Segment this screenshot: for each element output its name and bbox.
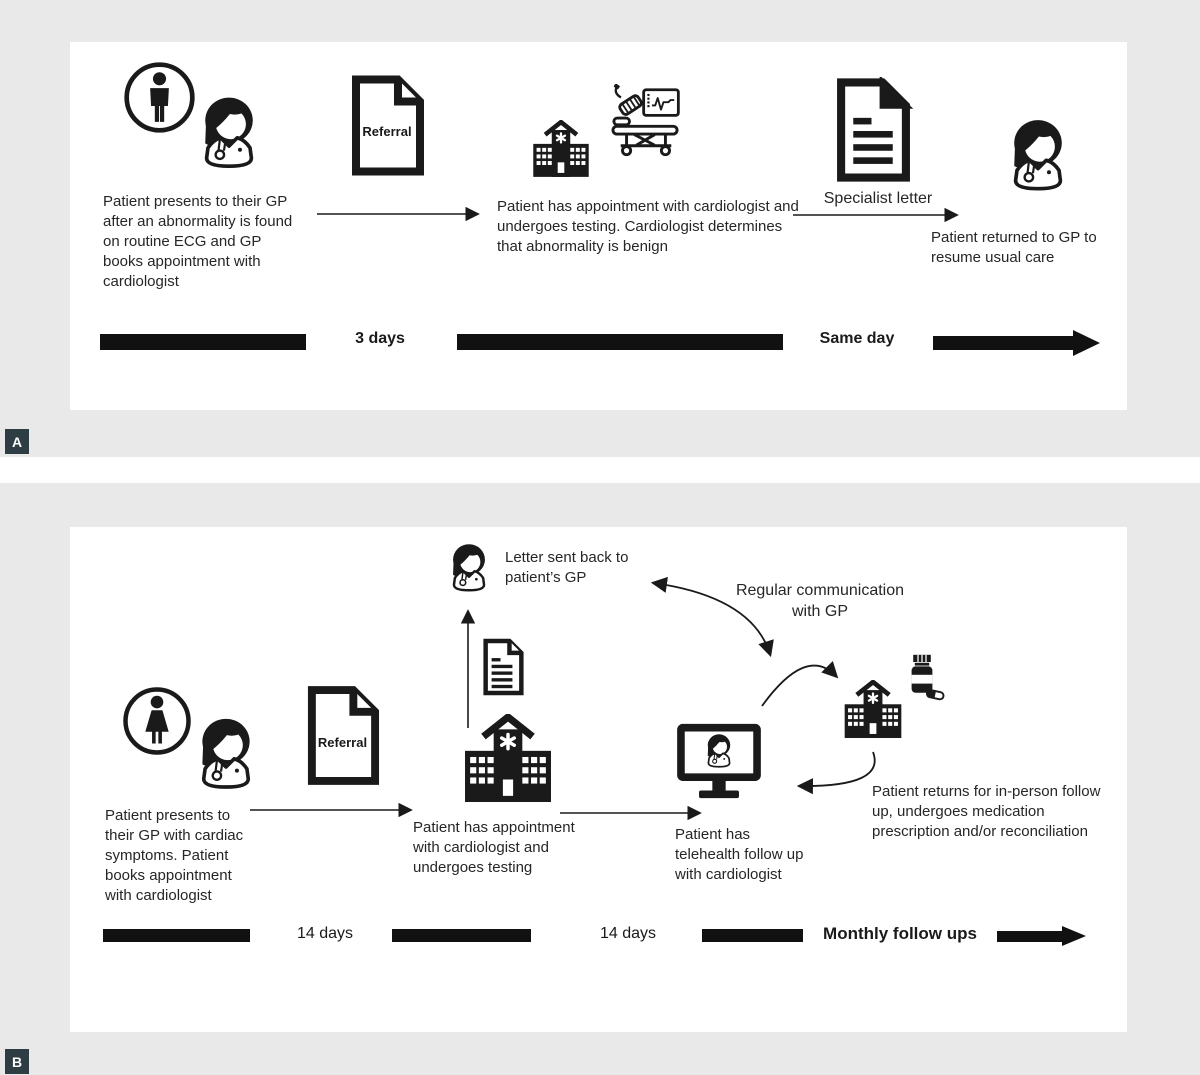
specialist-letter-arrow-label: Specialist letter [823,190,933,207]
specialist-letter-icon [832,77,913,183]
panel-a-step2-text: Patient has appointment with cardiologist and undergoes testing. Cardiologist determines that abnormality is benign [497,198,799,255]
duration-label: 14 days [296,925,354,942]
timeline-arrow-shaft [933,336,1073,350]
doctor-icon [1006,118,1070,199]
referral-document-label: Referral [362,124,412,139]
duration-label: 3 days [355,330,405,347]
panel-a-step3-text: Patient returned to GP to resume usual care [931,229,1097,266]
timeline-bar [103,929,250,942]
ultrasound-probe-icon [612,84,646,118]
panel-b-step4-text: Patient returns for in-person follow up, undergoes medication prescription and/or reconciliation [872,783,1101,840]
referral-document-label: Referral [317,735,368,750]
duration-label: 14 days [599,925,657,942]
telehealth-monitor-icon [675,722,763,800]
stretcher-icon [611,116,681,157]
timeline-arrowhead [1062,926,1086,946]
regular-communication-label: Regular communication with GP [735,582,905,621]
hospital-icon [456,714,560,802]
hospital-icon [528,120,594,177]
timeline-bar [457,334,783,350]
timeline-bar [392,929,531,942]
patient-male-circle-icon [122,60,197,135]
duration-label: Monthly follow ups [823,924,977,943]
panel-b-label: B [5,1049,29,1074]
letter-sent-back-text: Letter sent back to patient’s GP [505,549,629,586]
panel-b-step2-text: Patient has appointment with cardiologist and undergoes testing [413,819,575,876]
panel-a-label: A [5,429,29,454]
panel-a-step1-text: Patient presents to their GP after an abnormality is found on routine ECG and GP books appointment with cardiologist [103,193,293,290]
timeline-arrowhead [1073,330,1100,356]
page-separator-band [0,457,1200,483]
timeline-arrow-shaft [997,931,1062,942]
pill-bottle-icon [906,652,946,704]
doctor-head-icon [446,543,492,597]
ecg-monitor-icon [642,88,680,118]
gp-doctor-icon [194,717,258,797]
timeline-bar [702,929,803,942]
gp-doctor-icon [197,95,261,177]
patient-female-circle-icon [121,685,193,757]
hospital-icon [839,680,907,738]
duration-label: Same day [819,330,895,347]
timeline-bar [100,334,306,350]
panel-b-step3-text: Patient has telehealth follow up with cardiologist [675,826,804,883]
letter-document-icon [481,638,526,696]
panel-b-step1-text: Patient presents to their GP with cardiac symptoms. Patient books appointment with cardiologist [105,807,244,904]
